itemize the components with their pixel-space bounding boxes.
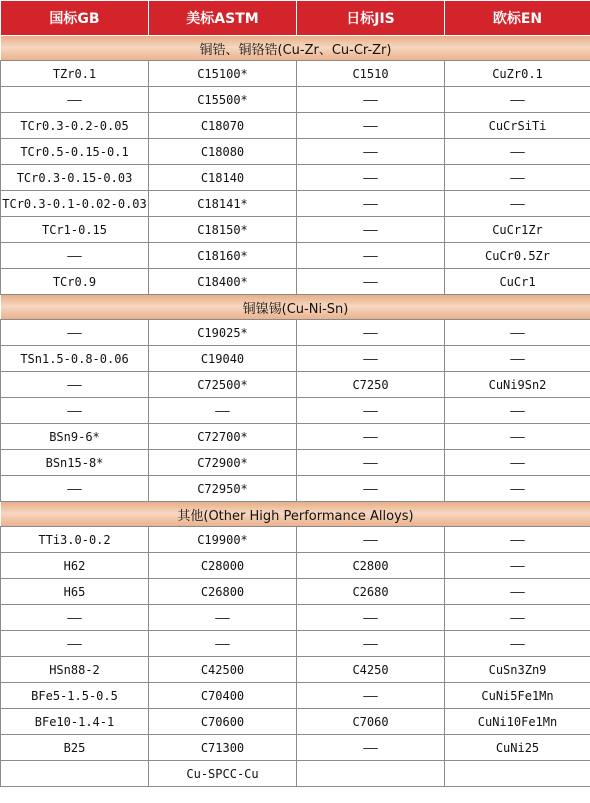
cell-en: CuCrSiTi [445,113,590,139]
cell-astm: C70400 [149,683,297,709]
cell-gb: BSn9-6* [1,424,149,450]
table-row [1,631,590,657]
cell-gb: TCr0.9 [1,269,149,295]
cell-astm: C28000 [149,553,297,579]
cell-astm: C18160* [149,243,297,269]
table-row [1,320,590,346]
cell-jis: —— [297,269,445,295]
table-row [1,372,590,398]
cell-jis: —— [297,165,445,191]
cell-gb: TCr0.3-0.15-0.03 [1,165,149,191]
table-row [1,605,590,631]
cell-gb [1,761,149,787]
table-header [1,1,590,36]
cell-gb: BFe10-1.4-1 [1,709,149,735]
cell-jis: —— [297,87,445,113]
table-row [1,657,590,683]
cell-astm: C18141* [149,191,297,217]
table-row [1,761,590,787]
cell-en: —— [445,527,590,553]
cell-en: CuNi5Fe1Mn [445,683,590,709]
cell-en: —— [445,553,590,579]
cell-gb: —— [1,476,149,502]
cell-gb: TCr0.3-0.2-0.05 [1,113,149,139]
cell-gb: BSn15-8* [1,450,149,476]
cell-jis: —— [297,217,445,243]
cell-astm: C72900* [149,450,297,476]
cell-jis: C4250 [297,657,445,683]
cell-gb: —— [1,243,149,269]
header-astm: 美标ASTM [149,1,297,36]
cell-jis: —— [297,527,445,553]
cell-astm: C72950* [149,476,297,502]
cell-en: —— [445,165,590,191]
table-row [1,217,590,243]
table-row [1,476,590,502]
cell-astm: C18070 [149,113,297,139]
cell-jis: —— [297,320,445,346]
cell-en: CuNi25 [445,735,590,761]
cell-gb: —— [1,320,149,346]
cell-en: CuZr0.1 [445,61,590,87]
cell-astm: C70600 [149,709,297,735]
cell-astm: C18140 [149,165,297,191]
cell-en [445,761,590,787]
cell-astm: C18150* [149,217,297,243]
table-row [1,269,590,295]
cell-jis: —— [297,683,445,709]
cell-astm: —— [149,398,297,424]
cell-en: —— [445,191,590,217]
cell-jis: —— [297,243,445,269]
cell-jis: —— [297,191,445,217]
cell-gb: HSn88-2 [1,657,149,683]
table-row [1,61,590,87]
cell-jis: —— [297,476,445,502]
cell-jis: —— [297,735,445,761]
cell-jis: —— [297,605,445,631]
cell-jis: —— [297,346,445,372]
cell-astm: C19040 [149,346,297,372]
cell-jis: C2800 [297,553,445,579]
cell-gb: TTi3.0-0.2 [1,527,149,553]
cell-en: —— [445,398,590,424]
cell-en: —— [445,87,590,113]
cell-gb: H62 [1,553,149,579]
table-row [1,709,590,735]
cell-jis: C7060 [297,709,445,735]
cell-gb: —— [1,631,149,657]
cell-astm: C42500 [149,657,297,683]
table-row [1,424,590,450]
table-row [1,398,590,424]
table-row [1,735,590,761]
cell-astm: C72700* [149,424,297,450]
table-row [1,87,590,113]
cell-en: —— [445,320,590,346]
cell-gb: —— [1,372,149,398]
cell-gb: TCr1-0.15 [1,217,149,243]
cell-gb: —— [1,605,149,631]
header-row [1,1,590,36]
section-header-row [1,36,590,61]
header-gb: 国标GB [1,1,149,36]
cell-en: CuCr1 [445,269,590,295]
cell-en: —— [445,631,590,657]
cell-jis: —— [297,113,445,139]
table-row [1,165,590,191]
cell-gb: —— [1,398,149,424]
cell-jis: —— [297,450,445,476]
cell-gb: TCr0.3-0.1-0.02-0.03 [1,191,149,217]
cell-gb: TZr0.1 [1,61,149,87]
cell-astm: C71300 [149,735,297,761]
cell-en: CuNi9Sn2 [445,372,590,398]
cell-gb: —— [1,87,149,113]
cell-astm: C19900* [149,527,297,553]
table-row [1,553,590,579]
table-row [1,450,590,476]
cell-gb: TCr0.5-0.15-0.1 [1,139,149,165]
cell-jis [297,761,445,787]
table-row [1,113,590,139]
cell-gb: BFe5-1.5-0.5 [1,683,149,709]
cell-en: —— [445,605,590,631]
cell-en: —— [445,346,590,372]
cell-en: CuNi10Fe1Mn [445,709,590,735]
cell-en: —— [445,476,590,502]
cell-gb: B25 [1,735,149,761]
cell-jis: —— [297,398,445,424]
cell-astm: C15100* [149,61,297,87]
cell-jis: C1510 [297,61,445,87]
cell-en: CuCr0.5Zr [445,243,590,269]
cell-jis: —— [297,631,445,657]
table-row [1,191,590,217]
cell-en: —— [445,450,590,476]
cell-en: —— [445,424,590,450]
table-row [1,579,590,605]
table-row [1,346,590,372]
cell-astm: —— [149,605,297,631]
table-row [1,139,590,165]
table-row [1,243,590,269]
cell-astm: C18400* [149,269,297,295]
cell-gb: TSn1.5-0.8-0.06 [1,346,149,372]
cell-jis: C2680 [297,579,445,605]
cell-astm: —— [149,631,297,657]
cell-gb: H65 [1,579,149,605]
table-row [1,683,590,709]
cell-jis: —— [297,139,445,165]
cell-astm: Cu-SPCC-Cu [149,761,297,787]
table-row [1,527,590,553]
cell-en: CuCr1Zr [445,217,590,243]
cell-astm: C15500* [149,87,297,113]
cell-astm: C18080 [149,139,297,165]
header-jis: 日标JIS [297,1,445,36]
section-header-row [1,502,590,527]
table-body [1,36,590,787]
section-title: 铜锆、铜铬锆(Cu-Zr、Cu-Cr-Zr) [1,36,590,61]
section-header-row [1,295,590,320]
cell-en: —— [445,139,590,165]
cell-en: CuSn3Zn9 [445,657,590,683]
cell-jis: C7250 [297,372,445,398]
cell-en: —— [445,579,590,605]
section-title: 铜镍锡(Cu-Ni-Sn) [1,295,590,320]
cell-jis: —— [297,424,445,450]
cell-astm: C19025* [149,320,297,346]
section-title: 其他(Other High Performance Alloys) [1,502,590,527]
header-en: 欧标EN [445,1,590,36]
cell-astm: C72500* [149,372,297,398]
cell-astm: C26800 [149,579,297,605]
